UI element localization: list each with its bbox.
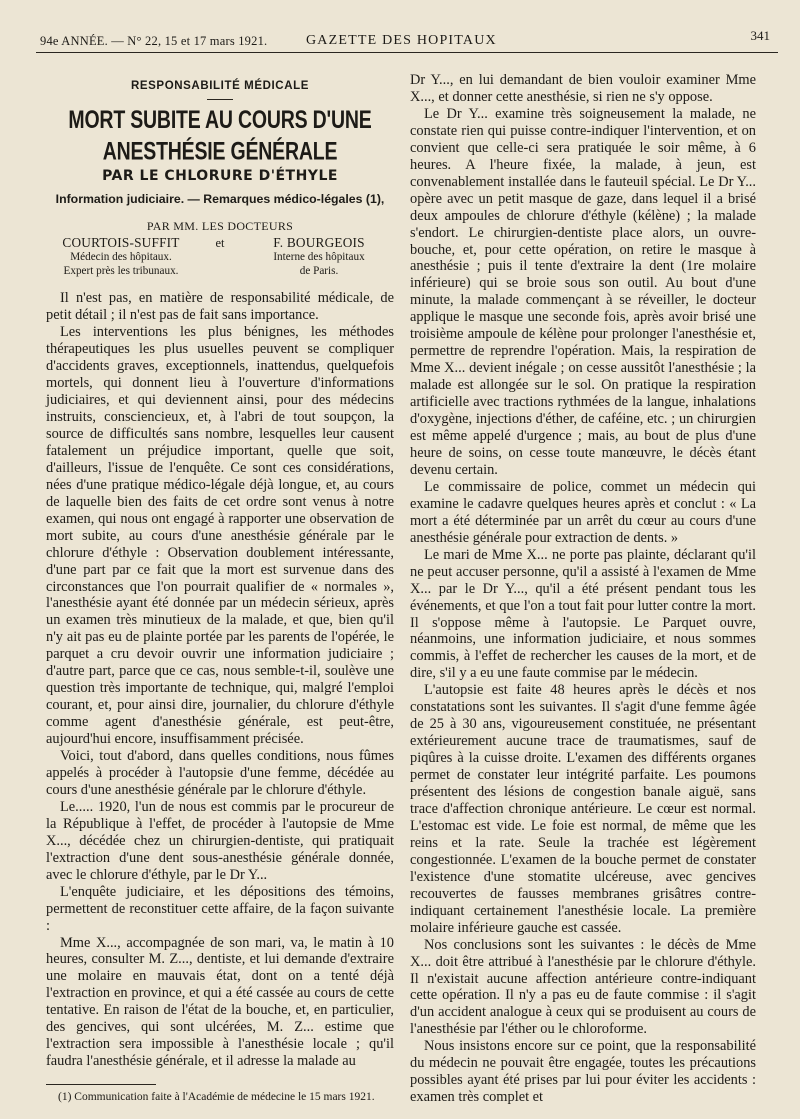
paragraph: Voici, tout d'abord, dans quelles conditions, nous fûmes appelés à procéder à l'autopsie d'une femme, décédée au cours d'une anesthésie générale par le chlorure d'éthyle. <box>46 748 394 798</box>
author-name: COURTOIS-SUFFIT <box>62 235 180 251</box>
left-column <box>46 66 394 1105</box>
footnote: (1) Communication faite à l'Académie de médecine le 15 mars 1921. <box>58 1091 375 1104</box>
paragraph: Le Dr Y... examine très soigneusement la malade, ne constate rien qui puisse contre-indiquer l'intervention, et on convient que celle-ci sera pratiquée le soir même, à 6 heures. A l'heure fixée, la malade, à jeun, est convenablement installée dans le fauteuil spécial. Le Dr Y... opère avec un petit masque de gaze, dans lequel il a brisé deux ampoules de chlorure d'éthyle (kélène) ; la malade s'endort. Le chirurgien-dentiste place alors, un ouvre-bouche, et, pour cette opération, on retire le masque à anesthésie ; puis il tente d'extraire la dent (1re molaire inférieure) qui se broie sous son outil. Au bout d'une minute, la malade commençant à se réveiller, le docteur applique le masque une seconde fois, après avoir brisé une troisième ampoule de kélène pour prolonger l'anesthésie et, permettre de reprendre l'opération. Mais, la respiration de Mme X... devient inégale ; on cesse aussitôt l'anesthésie ; la malade est allongée sur le sol. On pratique la respiration artificielle avec tractions rythmées de la langue, inhalations d'oxygène, injections d'éther, de caféine, etc. ; un chirurgien est même appelé d'urgence ; mais, au bout de plus d'une heure de soins, on cesse toute manœuvre, le décès étant devenu certain. <box>410 105 756 478</box>
section-heading: RESPONSABILITÉ MÉDICALE <box>130 80 309 92</box>
footnote-rule <box>46 1084 156 1085</box>
paragraph: Nos conclusions sont les suivantes : le décès de Mme X... doit être attribué à l'anesthésie par le chlorure d'éthyle. Il n'existait aucune affection antérieure contre-indiquant cette opération. Il n'y a pas eu de faute commise : il s'agit d'un accident analogue à ceux qui se produisent au cours de l'anesthésie par l'éther ou le chloroforme. <box>410 936 756 1038</box>
author-role: Médecin des hôpitaux. <box>70 251 172 264</box>
paragraph: Les interventions les plus bénignes, les méthodes thérapeutiques les plus usuelles peuvent se compliquer d'accidents graves, exceptionnels, inattendus, quelquefois mortels, qui donnent lieu à l'ouverture d'informations judiciaires, et qui deviennent ainsi, pour des médecins instruits, consciencieux, et, à l'abri de tout soupçon, la source de difficultés sans nombre, lesquelles leur causent fatalement un préjudice important, quelle que soit, d'ailleurs, l'issue de l'enquête. Ce sont ces considérations, nées d'une pratique médico-légale déjà longue, et, au cours de laquelle bien des faits de cet ordre sont venus à notre examen, qui nous ont engagé à rapporter une observation de mort subite, au cours d'une anesthésie générale par le chlorure d'éthyle : Observation doublement intéressante, d'une part par ce fait que la mort est survenue dans des circonstances que l'on pourrait qualifier de « normales », l'anesthésie ayant été donnée par un médecin sérieux, après un examen très minutieux de la malade, et que, bien qu'il n'y ait pas eu de plainte portée par les parents de l'opérée, le parquet a cru devoir ouvrir une information judiciaire ; d'autre part, parce que ce cas, nous semble-t-il, soulève une question très importante de technique, qui, malgré l'emploi courant, et, pour ainsi dire, journalier, du chlorure d'éthyle comme agent d'anesthésie générale, est peut-être, aujourd'hui encore, insuffisamment précisée. <box>46 324 394 748</box>
paragraph: Mme X..., accompagnée de son mari, va, le matin à 10 heures, consulter M. Z..., dentiste, et lui demande d'extraire une molaire en mauvais état, dont on a tenté déjà l'extraction en province, et qui a été cassée au cours de cette tentative. En raison de l'état de la bouche, et, en particulier, des gencives, qui sont ulcérées, M. Z... estime que l'extraction sera impossible à l'anesthésie locale ; qu'il faudra l'anesthésie générale, et il adresse la malade au <box>46 934 394 1070</box>
paragraph: Le mari de Mme X... ne porte pas plainte, déclarant qu'il ne peut accuser personne, qu'il a assisté à l'examen de Mme X... par le Dr Y..., qu'il a été présent pendant tous les événements, et que l'on a tout fait pour lutter contre la mort. Il s'oppose même à l'autopsie. Le Parquet ouvre, néanmoins, une information judiciaire, et nous sommes commis, à l'effet de rechercher les causes de la mort, et de dire, s'il y a eu une faute commise par le médecin. <box>410 546 756 682</box>
page-number: 341 <box>750 28 770 43</box>
journal-title: GAZETTE DES HOPITAUX <box>306 33 497 48</box>
paragraph: Le..... 1920, l'un de nous est commis par le procureur de la République à l'effet, de procéder à l'autopsie de Mme X..., décédée chez un chirurgien-dentiste, qui pratiquait l'extraction d'une dent sous-anesthésie générale donnée, avec le chlorure d'éthyle, par le Dr Y... <box>46 798 394 883</box>
issue-info: 94e ANNÉE. — N° 22, 15 et 17 mars 1921. <box>40 34 268 48</box>
byline: PAR MM. LES DOCTEURS <box>146 219 294 234</box>
paragraph: L'autopsie est faite 48 heures après le décès et nos constatations sont les suivantes. Il s'agit d'une femme âgée de 25 à 30 ans, vigoureusement constituée, ne présentant extérieurement aucune trace de traumatismes, sauf de piqûres à la cuisse droite. L'examen des différents organes permet de constater leur intégrité parfaite. Les poumons présentent des lésions de congestion banale aiguë, sans trace d'affection chronique antérieure. Le cœur est normal. L'estomac est vide. Le foie est normal, de même que les reins et la rate. Seule la trachée est légèrement congestionnée. L'examen de la bouche permet de constater l'existence d'une stomatite ulcéreuse, avec gencives recouvertes de fausses membranes grisâtres contre-indiquant certainement l'anesthésie locale. La première molaire inférieure gauche est cassée. <box>410 682 756 936</box>
right-column <box>410 72 756 1106</box>
page-header <box>36 26 778 53</box>
author-name: F. BOURGEOIS <box>273 235 365 251</box>
author-role: de Paris. <box>299 265 339 278</box>
authors-conjunction: et <box>215 236 225 251</box>
article-subtitle: PAR LE CHLORURE D'ÉTHYLE <box>102 168 338 185</box>
section-rule <box>207 99 233 101</box>
paragraph: Dr Y..., en lui demandant de bien vouloir examiner Mme X..., et donner cette anesthésie, si rien ne s'y oppose. <box>410 72 756 105</box>
authors-block <box>46 236 394 278</box>
author-role: Expert près les tribunaux. <box>63 265 179 278</box>
paragraph: Le commissaire de police, commet un médecin qui examine le cadavre quelques heures après et conclut : « La mort a été déterminée par un arrêt du cœur au cours d'une anesthésie générale pour extraction de dents. » <box>410 478 756 546</box>
author-2 <box>244 236 394 278</box>
paragraph: Il n'est pas, en matière de responsabilité médicale, de petit détail ; il n'est pas de fait sans importance. <box>46 290 394 324</box>
author-1 <box>46 236 196 278</box>
paragraph: Nous insistons encore sur ce point, que la responsabilité du médecin ne pouvait être engagée, toutes les précautions possibles ayant été prises par lui pour éviter les accidents : examen très complet et <box>410 1038 756 1106</box>
author-role: Interne des hôpitaux <box>273 251 365 264</box>
article-info: Information judiciaire. — Remarques médico-légales (1), <box>55 192 385 207</box>
paragraph: L'enquête judiciaire, et les dépositions des témoins, permettent de reconstituer cette affaire, de la façon suivante : <box>46 883 394 934</box>
article-title: MORT SUBITE AU COURS D'UNE ANESTHÉSIE GÉNÉRALE <box>68 106 372 167</box>
